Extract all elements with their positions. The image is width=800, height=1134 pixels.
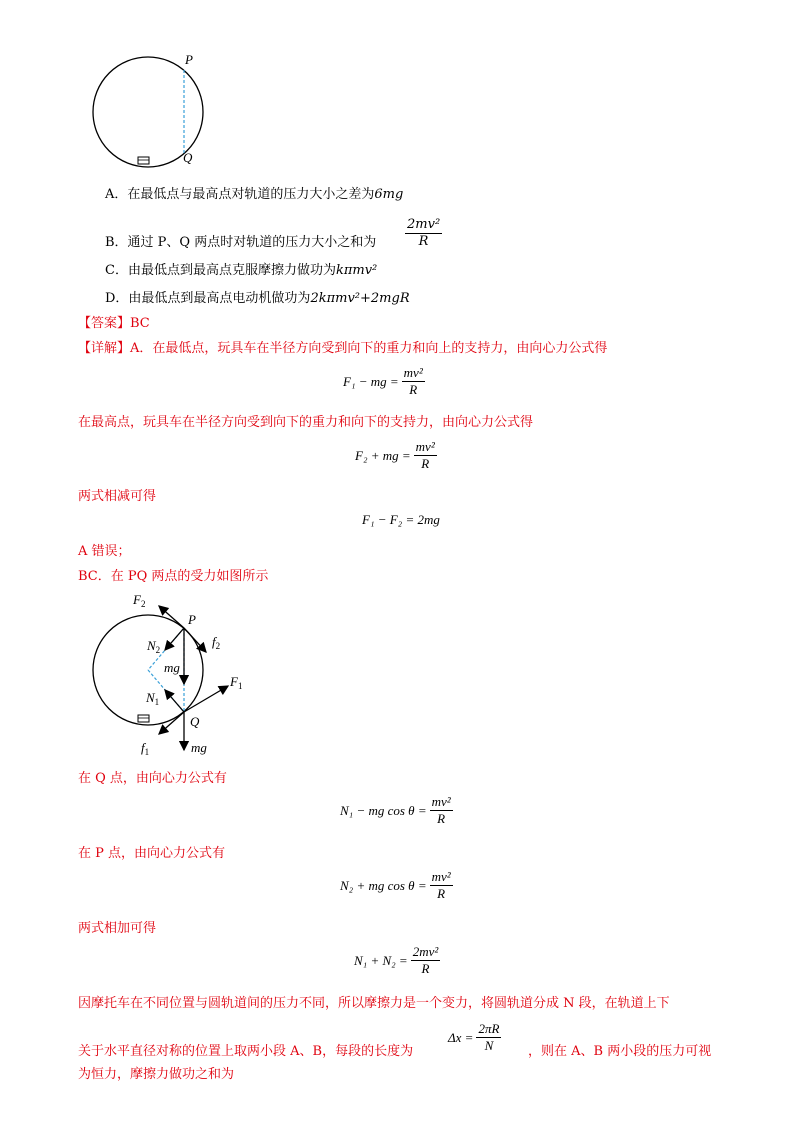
add-text: 两式相加可得 [78, 921, 157, 936]
label-n1: $N_1$ [146, 690, 160, 707]
at-p-text: 在 P 点，由向心力公式有 [78, 846, 226, 861]
subtract-text: 两式相减可得 [78, 489, 157, 504]
top-point-text: 在最高点，玩具车在半径方向受到向下的重力和向下的支持力，由向心力公式得 [78, 415, 534, 430]
paragraph-2b: ，则在 A、B 两小段的压力可视 [528, 1044, 712, 1059]
label-n2: $N_2$ [147, 638, 161, 655]
label-q: Q [190, 714, 200, 729]
equation-4: N₁ − mg cos θ = $\frac{\text{mv²}}{R}$ [340, 794, 451, 826]
equation-2: F₂ + mg = $\frac{\text{mv²}}{R}$ [355, 439, 435, 471]
option-d[interactable]: D．由最低点到最高点电动机做功为2kπmv²+2mgR [105, 291, 410, 306]
bc-intro: BC．在 PQ 两点的受力如图所示 [78, 569, 269, 584]
label-mg-top: mg [164, 660, 180, 675]
label-f2: $F_2$ [133, 592, 146, 609]
point-q-label: Q [183, 150, 193, 165]
label-p: P [188, 612, 196, 627]
paragraph-1: 因摩托车在不同位置与圆轨道间的压力不同，所以摩擦力是一个变力，将圆轨道分成 N 段，在轨道上下 [78, 996, 670, 1011]
detail-intro: 【详解】A．在最低点，玩具车在半径方向受到向下的重力和向上的支持力，由向心力公式得 [78, 341, 608, 356]
option-b[interactable]: B．通过 P、Q 两点时对轨道的压力大小之和为 [105, 235, 377, 250]
equation-6: N₁ + N₂ = $\frac{\text{2mv²}}{R}$ [354, 944, 439, 976]
label-f2-friction: $f_2$ [212, 634, 221, 651]
at-q-text: 在 Q 点，由向心力公式有 [78, 771, 227, 786]
point-p-label: P [185, 52, 193, 67]
equation-1: F₁ − mg = $\frac{\text{mv²}}{R}$ [343, 365, 423, 397]
option-a[interactable]: A．在最低点与最高点对轨道的压力大小之差为6mg [105, 187, 404, 202]
track-figure-top [85, 52, 220, 177]
paragraph-3: 为恒力，摩擦力做功之和为 [78, 1067, 235, 1082]
label-f1: $F_1$ [230, 674, 243, 691]
delta-x-equation: Δx = $\frac{2\pi R}{N}$ [448, 1021, 500, 1053]
label-f1-friction: $f_1$ [141, 740, 150, 757]
label-mg-bottom: mg [191, 740, 207, 755]
option-b-fraction: $\frac{\text{2mv²}}{R}$ [407, 217, 441, 249]
paragraph-2a: 关于水平直径对称的位置上取两小段 A、B，每段的长度为 [78, 1044, 414, 1059]
answer: 【答案】BC [78, 316, 150, 331]
equation-5: N₂ + mg cos θ = $\frac{\text{mv²}}{R}$ [340, 869, 451, 901]
a-wrong: A 错误； [78, 544, 131, 559]
option-c[interactable]: C．由最低点到最高点克服摩擦力做功为kπmv² [105, 263, 378, 278]
equation-3: F₁ − F₂ = 2mg [362, 512, 440, 527]
